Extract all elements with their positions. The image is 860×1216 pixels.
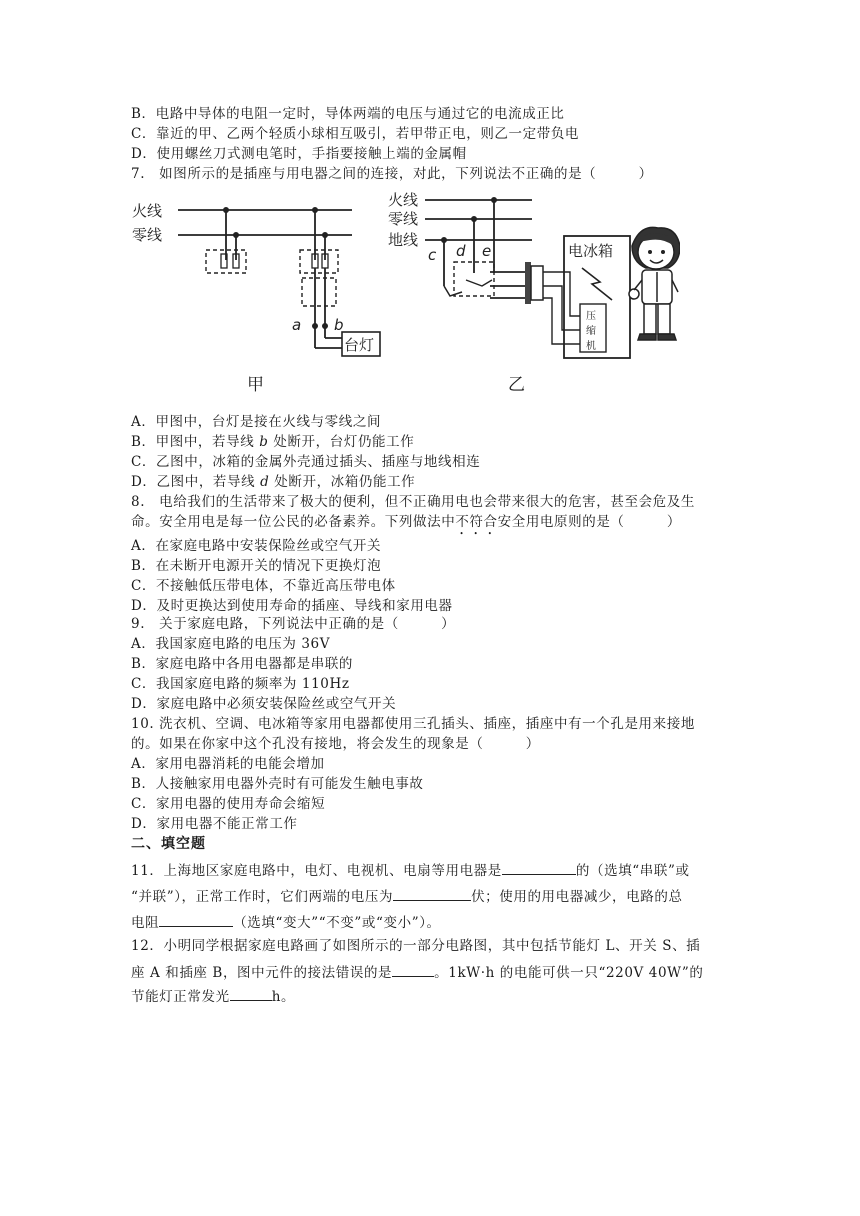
q10-stem-line2: 的。如果在你家中这个孔没有接地，将会发生的现象是（ ） [131,736,540,752]
figure-jia [178,210,380,356]
q11-answer-blank-2[interactable] [393,886,471,901]
yi-compressor-label-3: 机 [586,341,596,352]
q8-stem-line1: 8. 电给我们的生活带来了极大的便利，但不正确用电也会带来很大的危害，甚至会危及生 [131,494,695,510]
q12-answer-blank-2[interactable] [230,986,272,1001]
jia-lamp-label: 台灯 [344,336,375,354]
yi-wire-d-label: d [456,242,466,260]
q7d-text-end: 处断开，冰箱仍能工作 [269,474,416,490]
q8-option-b: B．在未断开电源开关的情况下更换灯泡 [131,558,382,574]
yi-neutral-wire-label: 零线 [388,210,419,228]
q10-option-b: B．人接触家用电器外壳时有可能发生触电事故 [131,776,424,792]
q7-option-b [131,432,414,452]
jia-wire-a-label: a [292,316,302,334]
yi-wire-c-label: c [428,246,437,264]
q6-option-d: D．使用螺丝刀式测电笔时，手指要接触上端的金属帽 [131,146,467,162]
q11-text-2: 的（选填“串联”或 [575,863,690,879]
q7-circuit-figure [120,188,680,398]
jia-wire-b-label: b [334,316,344,334]
q8-stem-line2 [131,512,681,538]
q8-option-c: C．不接触低压带电体，不靠近高压带电体 [131,578,396,594]
jia-neutral-wire-label: 零线 [132,226,163,244]
yi-ground-wire-label: 地线 [388,231,419,249]
yi-live-wire-label: 火线 [388,191,419,209]
q12-line3 [131,986,295,1007]
q10-option-c: C．家用电器的使用寿命会缩短 [131,796,326,812]
figure-yi-nodes [441,197,497,243]
q12-answer-blank-1[interactable] [392,962,434,977]
q7b-text-end: 处断开，台灯仍能工作 [268,434,415,450]
q8-option-d: D．及时更换达到使用寿命的插座、导线和家用电器 [131,598,453,614]
figure-yi [425,200,630,358]
q11-text-3: “并联”），正常工作时，它们两端的电压为 [131,889,394,905]
q11-text-4: 伏；使用的用电器减少，电路的总 [471,889,683,905]
q12-text-1: 座 A 和插座 B，图中元件的接法错误的是 [131,965,393,981]
q6-option-b: B．电路中导体的电阻一定时，导体两端的电压与通过它的电流成正比 [131,106,565,122]
q11-answer-blank-3[interactable] [159,912,233,927]
q11-line1 [131,860,690,881]
q10-option-a: A．家用电器消耗的电能会增加 [131,756,325,772]
q7-stem: 7. 如图所示的是插座与用电器之间的连接，对此，下列说法不正确的是（ ） [131,166,653,182]
jia-caption: 甲 [247,375,264,395]
q7-option-d [131,472,415,492]
q9-option-b: B．家庭电路中各用电器都是串联的 [131,656,354,672]
q12-text-3: 节能灯正常发光 [131,989,230,1005]
yi-caption: 乙 [508,375,525,395]
q11-text-5: 电阻 [131,915,160,931]
q9-option-c: C．我国家庭电路的频率为 110Hz [131,676,350,692]
q7-option-c: C．乙图中，冰箱的金属外壳通过插头、插座与地线相连 [131,454,481,470]
q8-stem-text: 命。安全用电是每一位公民的必备素养。下列做法中 [131,514,456,530]
q8-emphasis: 不符合 [455,514,498,530]
q7b-variable: b [259,434,269,450]
q12-line2 [131,962,704,983]
q12-text-4: h。 [271,989,296,1005]
q10-option-d: D．家用电器不能正常工作 [131,816,298,832]
q9-option-d: D．家庭电路中必须安装保险丝或空气开关 [131,696,397,712]
q8-stem-text-end: 安全用电原则的是（ ） [497,514,681,530]
q11-text-6: （选填“变大”“不变”或“变小”）。 [233,915,441,931]
q11-line2 [131,886,683,907]
q8-option-a: A．在家庭电路中安装保险丝或空气开关 [131,538,382,554]
q7d-text: D．乙图中，若导线 [131,474,261,490]
q9-option-a: A．我国家庭电路的电压为 36V [131,636,331,652]
q6-option-c: C．靠近的甲、乙两个轻质小球相互吸引，若甲带正电，则乙一定带负电 [131,126,580,142]
q10-stem-line1: 10. 洗衣机、空调、电冰箱等家用电器都使用三孔插头、插座，插座中有一个孔是用来接地 [131,716,695,732]
q12-text-2: 。1kW·h 的电能可供一只“220V 40W”的 [434,965,704,981]
yi-compressor-label-1: 压 [586,311,596,322]
q9-stem: 9. 关于家庭电路，下列说法中正确的是（ ） [131,616,456,632]
section-heading-fill-in: 二、填空题 [131,836,206,852]
q7b-text: B．甲图中，若导线 [131,434,260,450]
boy-illustration [629,227,680,340]
q11-line3 [131,912,441,933]
q11-text-1: 11．上海地区家庭电路中，电灯、电视机、电扇等用电器是 [131,863,502,879]
q7-option-a: A．甲图中，台灯是接在火线与零线之间 [131,414,382,430]
yi-wire-e-label: e [482,242,492,260]
yi-compressor-label-2: 缩 [586,326,596,337]
q11-answer-blank-1[interactable] [502,860,576,875]
jia-live-wire-label: 火线 [132,202,163,220]
yi-fridge-label: 电冰箱 [568,242,614,260]
q12-line1: 12．小明同学根据家庭电路画了如图所示的一部分电路图，其中包括节能灯 L、开关 S、插 [131,938,701,954]
q7d-variable: d [260,474,270,490]
